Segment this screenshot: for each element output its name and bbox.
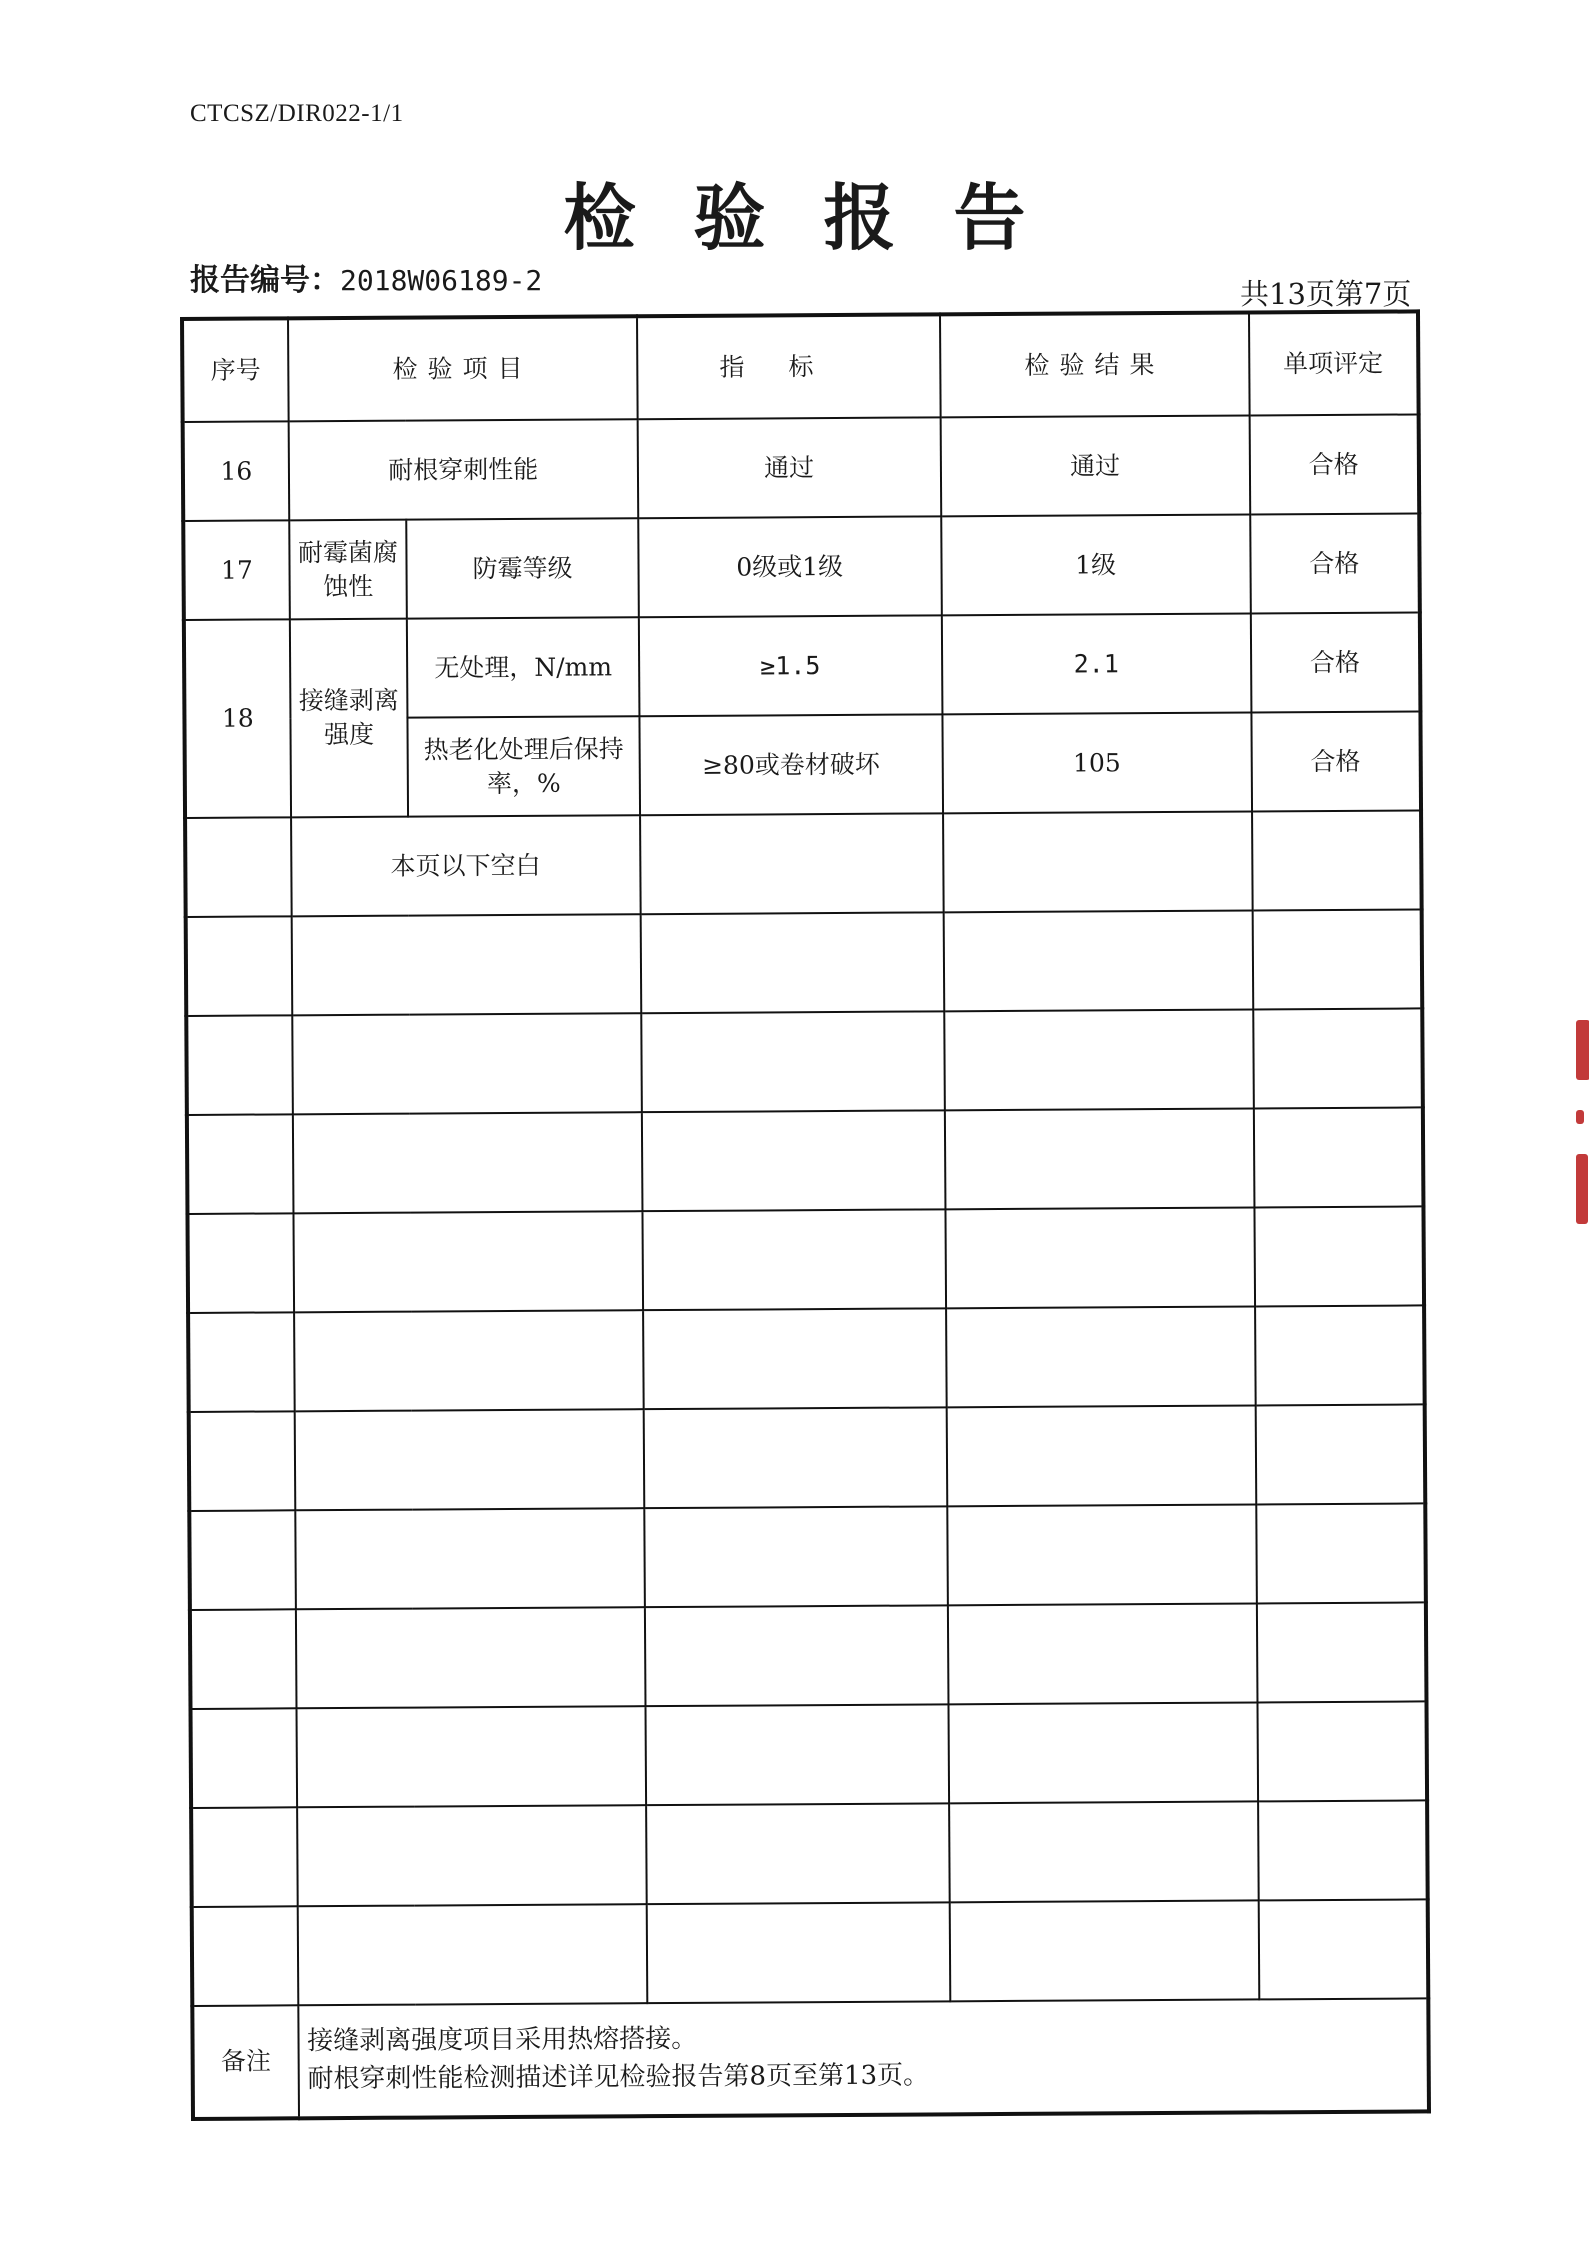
row-rating: 合格 (1249, 414, 1419, 514)
row-indicator: ≥1.5 (639, 615, 943, 716)
page-info: 共13页第7页 (1240, 277, 1412, 311)
seal-stamp-fragment (1576, 1020, 1589, 1320)
empty-row (192, 1899, 1429, 2006)
empty-row (186, 909, 1423, 1016)
row-indicator: 0级或1级 (638, 516, 942, 617)
table-row (183, 414, 1420, 521)
report-title: 检验报告 (563, 176, 1084, 260)
empty-row (189, 1404, 1426, 1511)
remark-line: 耐根穿刺性能检测描述详见检验报告第8页至第13页。 (307, 2060, 930, 2095)
row-indicator: ≥80或卷材破坏 (639, 714, 943, 815)
row-result: 1级 (941, 514, 1250, 615)
row-result: 通过 (940, 415, 1249, 516)
row-sub-item: 无处理，N/mm (407, 617, 639, 717)
row-seq: 17 (183, 520, 289, 620)
row-result: 105 (942, 712, 1251, 813)
report-number-value: 2018W06189-2 (340, 264, 543, 297)
empty-row (187, 1107, 1424, 1214)
empty-row (187, 1206, 1424, 1313)
remarks-label: 备注 (192, 2005, 298, 2119)
report-number-label: 报告编号： (190, 263, 340, 298)
row-rating: 合格 (1250, 612, 1420, 712)
header-rating: 单项评定 (1249, 311, 1419, 415)
blank-note-row (185, 810, 1422, 917)
row-item: 耐根穿刺性能 (288, 419, 638, 520)
remark-line: 接缝剥离强度项目采用热熔搭接。 (307, 2024, 698, 2057)
empty-row (188, 1305, 1425, 1412)
empty-row (190, 1602, 1427, 1709)
empty-row (189, 1503, 1426, 1610)
report-number (190, 255, 542, 299)
row-seq: 18 (184, 619, 291, 818)
inspection-table (180, 309, 1431, 2121)
row-indicator: 通过 (637, 417, 941, 518)
row-sub-item: 防霉等级 (407, 518, 639, 618)
header-item: 检验项目 (288, 316, 638, 421)
header-seq: 序号 (182, 318, 288, 422)
table-row (183, 513, 1420, 620)
row-group: 接缝剥离强度 (290, 619, 409, 818)
row-result: 2.1 (942, 613, 1251, 714)
document-code: CTCSZ/DIR022-1/1 (190, 100, 404, 127)
row-rating: 合格 (1250, 513, 1420, 613)
header-indicator: 指标 (637, 314, 941, 419)
empty-row (186, 1008, 1423, 1115)
empty-row (191, 1701, 1428, 1808)
blank-note: 本页以下空白 (291, 815, 641, 916)
remarks-text (298, 1998, 1429, 2118)
remarks-row (192, 1998, 1429, 2119)
row-group: 耐霉菌腐蚀性 (289, 520, 407, 620)
table-row (184, 612, 1421, 719)
header-result: 检验结果 (940, 312, 1249, 417)
table-header-row (182, 311, 1419, 422)
row-rating: 合格 (1251, 711, 1421, 811)
row-seq: 16 (183, 421, 289, 521)
row-sub-item: 热老化处理后保持率，% (408, 716, 640, 816)
empty-row (191, 1800, 1428, 1907)
